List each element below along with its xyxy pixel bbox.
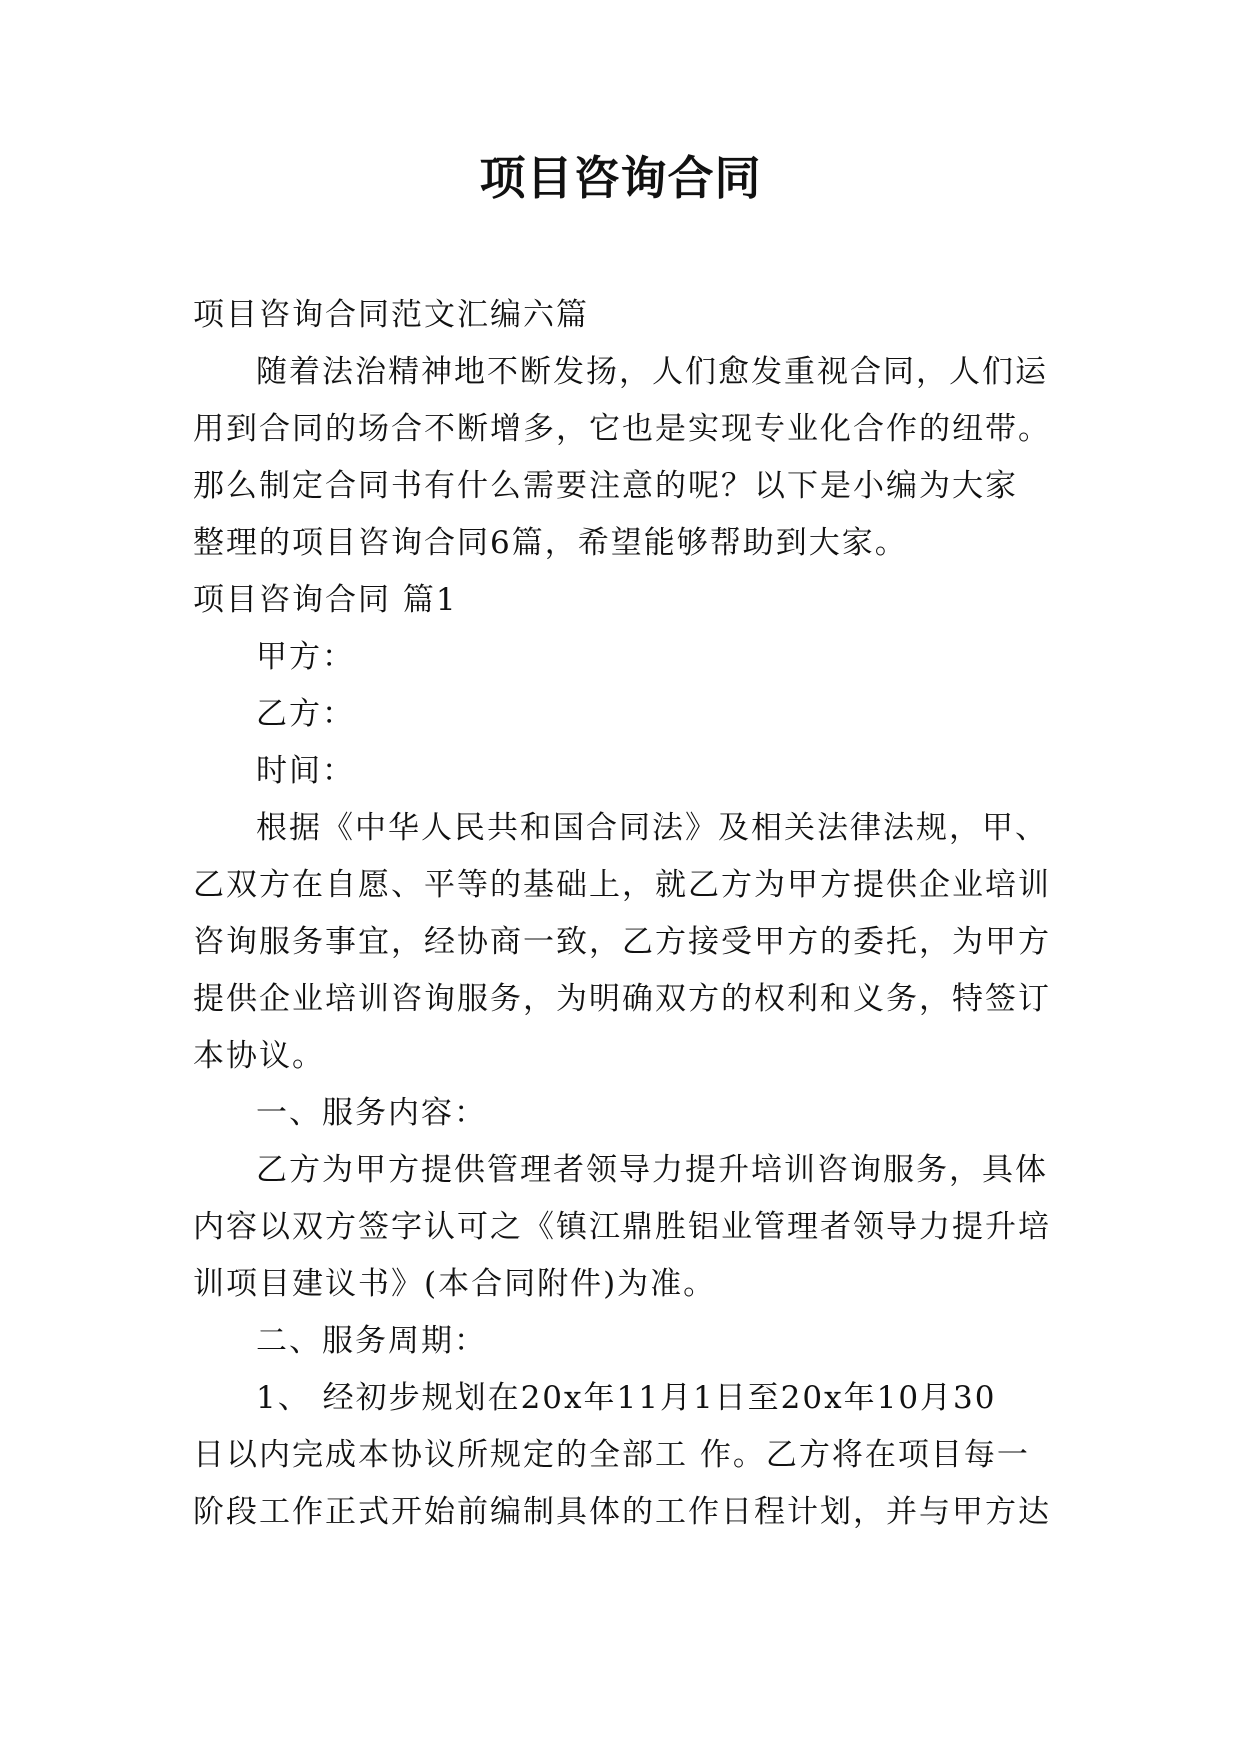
subtitle-line: 项目咨询合同范文汇编六篇 bbox=[193, 297, 589, 333]
document-title: 项目咨询合同 bbox=[479, 151, 762, 205]
paragraph-line: 那么制定合同书有什么需要注意的呢？以下是小编为大家 bbox=[193, 468, 1018, 504]
time-label: 时间： bbox=[256, 753, 355, 789]
paragraph-line: 本协议。 bbox=[193, 1038, 325, 1074]
paragraph-line: 阶段工作正式开始前编制具体的工作日程计划，并与甲方达 bbox=[193, 1494, 1051, 1530]
section-heading: 项目咨询合同 篇1 bbox=[193, 582, 458, 618]
paragraph-line: 乙方为甲方提供管理者领导力提升培训咨询服务，具体 bbox=[256, 1152, 1048, 1188]
paragraph-line: 提供企业培训咨询服务，为明确双方的权利和义务，特签订 bbox=[193, 981, 1051, 1017]
clause-heading: 一、服务内容： bbox=[256, 1095, 487, 1131]
paragraph-line: 日以内完成本协议所规定的全部工 作。乙方将在项目每一 bbox=[193, 1437, 1030, 1473]
party-a-label: 甲方： bbox=[256, 639, 355, 675]
paragraph-line: 1、 经初步规划在20x年11月1日至20x年10月30 bbox=[256, 1380, 997, 1416]
clause-heading: 二、服务周期： bbox=[256, 1323, 487, 1359]
paragraph-line: 训项目建议书》(本合同附件)为准。 bbox=[193, 1266, 717, 1302]
paragraph-line: 整理的项目咨询合同6篇，希望能够帮助到大家。 bbox=[193, 525, 908, 561]
paragraph-line: 乙双方在自愿、平等的基础上，就乙方为甲方提供企业培训 bbox=[193, 867, 1051, 903]
paragraph-line: 内容以双方签字认可之《镇江鼎胜铝业管理者领导力提升培 bbox=[193, 1209, 1051, 1245]
paragraph-line: 根据《中华人民共和国合同法》及相关法律法规，甲、 bbox=[256, 810, 1048, 846]
paragraph-line: 咨询服务事宜，经协商一致，乙方接受甲方的委托，为甲方 bbox=[193, 924, 1051, 960]
party-b-label: 乙方： bbox=[256, 696, 355, 732]
paragraph-line: 用到合同的场合不断增多，它也是实现专业化合作的纽带。 bbox=[193, 411, 1051, 447]
paragraph-line: 随着法治精神地不断发扬，人们愈发重视合同，人们运 bbox=[256, 354, 1048, 390]
